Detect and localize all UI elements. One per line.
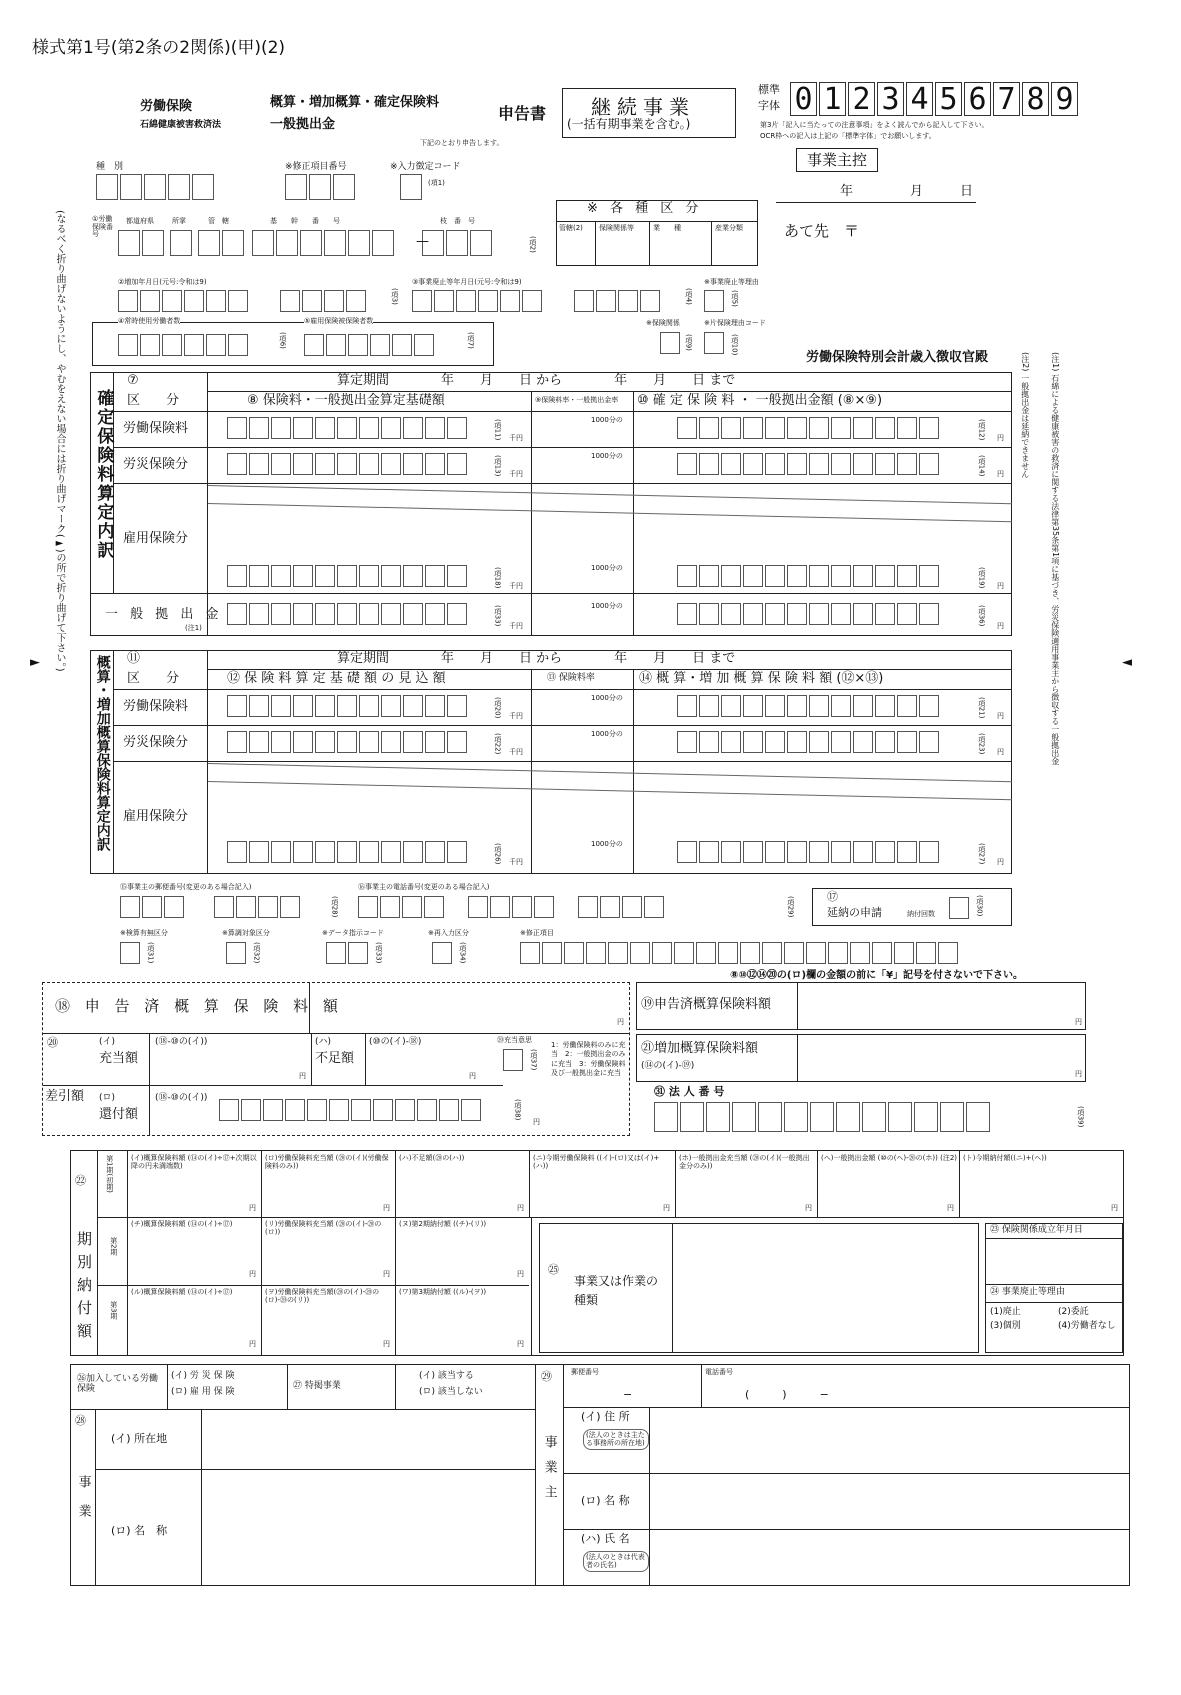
shurui-label: 事業又は作業の種類	[574, 1274, 659, 1308]
shubetsu-cells[interactable]	[96, 174, 216, 200]
fusoku-label: 不足額	[315, 1051, 355, 1066]
yubin-change-label: ⑮事業主の郵便番号(変更のある場合記入)	[120, 883, 252, 891]
g-yen-3: 円	[997, 858, 1004, 866]
k1-yen-3: 円	[517, 1204, 524, 1212]
roudou-no-cells[interactable]	[118, 230, 494, 256]
shubetsu-label: 種 別	[96, 162, 124, 172]
k2-label: 第2期	[109, 1237, 118, 1256]
shimei-label: (ハ) 氏 名	[581, 1532, 630, 1545]
header-title-1: 概算・増加概算・確定保険料	[270, 95, 440, 110]
right-note-2: (注2) 一般拠出金は延納できません	[1020, 352, 1030, 478]
kou37-label: (項37)	[529, 1049, 538, 1071]
jigyonushi-vertical: 事業主	[541, 1435, 557, 1510]
ennou-cell[interactable]	[949, 897, 969, 919]
kakushu-title: ※ 各 種 区 分	[587, 201, 703, 216]
digit-9: 9	[1051, 82, 1078, 116]
haishi-riyu-label: ※事業廃止等理由	[704, 278, 759, 286]
kou20: (項20)	[493, 697, 502, 719]
kibetsu-block	[70, 1150, 1124, 1356]
data-label: ※データ指示コード	[322, 929, 384, 937]
gaisan-section	[90, 650, 1012, 874]
senen-1: 千円	[509, 434, 523, 442]
k1-col-ni: (ニ)今期労働保険料 ((イ)-(ロ)又は(イ)+(ハ))	[533, 1154, 660, 1170]
s21-label: ㉑増加概算保険料額	[641, 1041, 759, 1056]
kou18: (項18)	[493, 567, 502, 589]
kou2-label: (項2)	[528, 236, 537, 253]
kou32-label: (項32)	[252, 942, 261, 964]
hojin-cells[interactable]	[654, 1102, 992, 1132]
k1-col-he: (ヘ)一般拠出金額 (⑩の(ヘ)-⑳の(ホ)) (注2)	[821, 1154, 958, 1162]
kou30-label: (項30)	[975, 895, 984, 917]
s27-label: ㉗ 特掲事業	[293, 1381, 341, 1391]
kankatsu-label: 管 轄	[208, 217, 229, 225]
k2-yen-3: 円	[517, 1270, 524, 1278]
kakutei-kubun: 区 分	[127, 393, 180, 408]
g-senbun-3: 1000分の	[591, 840, 623, 848]
k1-yen-1: 円	[249, 1204, 256, 1212]
kakutei-section	[90, 372, 1012, 636]
riyu-3: (3)個別	[990, 1321, 1021, 1331]
bottom-block	[70, 1364, 1130, 1586]
tokkei-no: (ロ) 該当しない	[419, 1387, 483, 1397]
gaisan-kiso-cells-1[interactable]	[227, 695, 469, 717]
s21-box	[636, 1034, 1086, 1082]
hojin-label: ㉛ 法 人 番 号	[654, 1085, 725, 1098]
kanpu-yen: 円	[533, 1118, 540, 1126]
shurui-box	[539, 1223, 979, 1353]
fusoku-yen: 円	[469, 1072, 476, 1080]
kou26: (項26)	[493, 843, 502, 865]
gaisan-hokenryo: ⑭ 概 算・増 加 概 算 保 険 料 額 (⑫×⑬)	[639, 671, 884, 686]
kou5-label: (項5)	[730, 290, 739, 307]
kou4-label: (項4)	[684, 288, 693, 305]
senbun-1: 1000分の	[591, 416, 623, 424]
kakutei-ippan: 一 般 拠 出 金	[105, 607, 223, 622]
gaisan-gaku-cells-3[interactable]	[677, 841, 941, 863]
ennou-label: 延納の申請	[827, 906, 882, 919]
yen-k1: 円	[997, 434, 1004, 442]
date-hi: 日	[960, 184, 974, 199]
k2-col-ri: (リ)労働保険料充当額 (⑳の(イ)-⑳の(ロ))	[265, 1220, 382, 1236]
header-title-2: 一般拠出金	[270, 117, 336, 132]
kanpu-cells[interactable]	[219, 1099, 483, 1121]
g-yen-2: 円	[997, 748, 1004, 756]
s21-formula: (⑭の(イ)-⑲)	[641, 1061, 695, 1071]
gaisan-ritsu: ⑬ 保険料率	[547, 673, 595, 683]
shusei-label: ※修正項目番号	[285, 162, 347, 172]
k3-col-wa: (ワ)第3期納付額 ((ル)-(ヲ))	[399, 1288, 487, 1296]
kakutei-kiso-cells-4[interactable]	[227, 603, 469, 625]
jigyo-vertical: 事業	[75, 1475, 91, 1533]
k1-yen-4: 円	[663, 1204, 670, 1212]
kakutei-gaku-cells-4[interactable]	[677, 603, 941, 625]
k1-col-ro: (ロ)労働保険料充当額 (⑳の(イ)(労働保険料のみ))	[265, 1154, 389, 1170]
nyuryoku-cell[interactable]	[400, 174, 424, 200]
senen-4: 千円	[509, 622, 523, 630]
kakutei-santei: 算定期間 年 月 日 から 年 月 日 まで	[337, 373, 736, 388]
k3-col-ru: (ル)概算保険料額 (⑭の(イ)÷⑰)	[131, 1288, 233, 1296]
k1-yen-6: 円	[947, 1204, 954, 1212]
hyojun-label: 標準	[758, 83, 780, 96]
gaisan-kiso-cells-3[interactable]	[227, 841, 469, 863]
kou36: (項36)	[977, 605, 986, 627]
fold-mark-left: ►	[30, 655, 40, 670]
kakutei-chu1: (注1)	[185, 624, 202, 632]
kou1-label: (項1)	[428, 179, 445, 187]
kakutei-gaku-cells-1[interactable]	[677, 417, 941, 439]
kou11: (項11)	[493, 419, 502, 441]
header-shinkoku: 申告書	[498, 104, 547, 123]
kou23: (項23)	[977, 733, 986, 755]
juto-label: 充当額	[99, 1051, 139, 1066]
gaisan-row-rousai: 労災保険分	[123, 735, 189, 750]
shozaichi-label: (イ) 所在地	[111, 1432, 168, 1445]
denwa-format: ( ) −	[745, 1388, 829, 1401]
sashihiki-label: 差引額	[45, 1089, 85, 1104]
koyo-label: ⑤雇用保険被保険者数	[304, 317, 374, 325]
s18-yen: 円	[617, 1018, 624, 1026]
k1-col-ho: (ホ)一般拠出金充当額 (⑳の(イ)(一般拠出金分のみ))	[679, 1154, 810, 1170]
digit-0: 0	[790, 82, 817, 116]
gaisan-gaku-cells-1[interactable]	[677, 695, 941, 717]
k3-label: 第3期	[109, 1301, 118, 1320]
hokenkankei-label: 保険関係等	[599, 224, 634, 232]
k1-col-ha: (ハ)不足額(⑳の(ハ))	[399, 1154, 465, 1162]
shimei-input[interactable]	[651, 1531, 1127, 1583]
left-fold-note: (なるべく折り曲げないようにし、やむをえない場合には折り曲げマーク(►)の所で折り曲げて下さい。)	[54, 210, 65, 672]
senen-3: 千円	[509, 582, 523, 590]
k1-col-to: (ト)今期納付額((ニ)+(ヘ))	[963, 1154, 1047, 1162]
k1-yen-7: 円	[1111, 1204, 1118, 1212]
sainyu-label: ※再入力区分	[428, 929, 469, 937]
kakutei-hokenryo: ⑩ 確 定 保 険 料 ・ 一般拠出金額 (⑧×⑨)	[637, 393, 883, 408]
senbun-3: 1000分の	[591, 564, 623, 572]
shusei2-cells[interactable]	[520, 942, 960, 964]
date-tsuki: 月	[910, 184, 924, 199]
zouka-cells[interactable]	[118, 290, 368, 312]
kou3-label: (項3)	[390, 288, 399, 305]
kou21: (項21)	[977, 697, 986, 719]
kou39-label: (項39)	[1076, 1106, 1085, 1128]
g-yen-1: 円	[997, 712, 1004, 720]
digit-3: 3	[877, 82, 904, 116]
edaban-label: 枝 番 号	[440, 217, 475, 225]
k2-col-chi: (チ)概算保険料額 (⑭の(イ)÷⑰)	[131, 1220, 233, 1228]
nushi-meisho-input[interactable]	[651, 1475, 1127, 1527]
gaisan-row-roudou: 労働保険料	[123, 699, 189, 714]
s19-box	[636, 982, 1086, 1030]
juto-i: (イ)	[99, 1037, 116, 1047]
jigyo-meisho-input[interactable]	[203, 1471, 533, 1583]
katahoken-cell[interactable]	[704, 332, 726, 354]
jitai-label: 字体	[758, 99, 780, 112]
kibetsu-title: 期別納付額	[75, 1231, 93, 1346]
riyu-1: (1)廃止	[990, 1307, 1021, 1317]
header-label-1: 労働保険	[140, 99, 193, 114]
digit-6: 6	[964, 82, 991, 116]
form-number: 様式第1号(第2条の2関係)(甲)(2)	[32, 38, 286, 58]
k1-yen-2: 円	[383, 1204, 390, 1212]
standard-digits	[790, 82, 1080, 116]
santai-cell[interactable]	[226, 942, 246, 964]
kou22: (項22)	[493, 733, 502, 755]
juto-ishi-cell[interactable]	[503, 1049, 523, 1071]
kakutei-ritsu: ⑨保険料率・一般拠出金率	[535, 396, 619, 404]
kakutei-kisogaku: ⑧ 保険料・一般拠出金算定基礎額	[247, 393, 445, 408]
kou33b: (項33)	[493, 605, 502, 627]
kou33-label: (項33)	[374, 942, 383, 964]
kou13: (項13)	[493, 455, 502, 477]
keizoku-box	[562, 88, 736, 138]
keizoku-sub: (一括有期事業を含む。)	[567, 117, 691, 131]
nushi-meisho-label: (ロ) 名 称	[581, 1494, 630, 1507]
kou10-label: (項10)	[730, 334, 739, 356]
kakutei-kiso-cells-2[interactable]	[227, 453, 469, 475]
kikan-label: 基 幹 番 号	[270, 217, 340, 225]
k1-col-i: (イ)概算保険料額 (⑭の(イ)÷⑰+次期以降の円未満端数)	[131, 1154, 257, 1170]
yubin-label: 郵便番号	[571, 1368, 599, 1376]
zouka-label: ②増加年月日(元号:令和は9)	[118, 278, 207, 286]
note-1: 第3片「記入に当たっての注意事項」をよく読んでから記入して下さい。	[760, 121, 989, 129]
ennou-box	[812, 888, 1012, 926]
s24-label: ㉔ 事業廃止等理由	[990, 1287, 1065, 1297]
sangyo-label: 産業分類	[715, 224, 743, 232]
atesaki-label: あて先 〒	[784, 222, 860, 240]
yen-k3: 円	[997, 582, 1004, 590]
k3-yen-2: 円	[383, 1340, 390, 1348]
gaisan-kubun: 区 分	[127, 671, 180, 686]
date-nen: 年	[840, 184, 854, 199]
yen-k4: 円	[997, 622, 1004, 630]
koyo-cells[interactable]	[304, 334, 436, 356]
header-sub: 下記のとおり申告します。	[420, 139, 504, 147]
gaisan-gaku-cells-2[interactable]	[677, 731, 941, 753]
kanri-label: 管轄(2)	[559, 224, 583, 232]
hokenkankei2-label: ※保険関係	[646, 319, 680, 327]
kakutei-kiso-cells-3[interactable]	[227, 565, 469, 587]
haishi-cells[interactable]	[412, 290, 662, 312]
sainyu-cell[interactable]	[432, 942, 452, 964]
digit-4: 4	[906, 82, 933, 116]
k3-col-wo: (ヲ)労働保険料充当額(⑳の(イ)-⑳の(ロ)-⑳の(リ))	[265, 1288, 380, 1304]
kou14: (項14)	[977, 455, 986, 477]
yubin-sep: −	[623, 1388, 633, 1401]
joji-cells[interactable]	[118, 334, 250, 356]
gaisan-row-koyo: 雇用保険分	[123, 809, 189, 824]
note-2: OCR枠への記入は上記の「標準字体」でお願いします。	[760, 132, 936, 140]
s23-label: ㉓ 保険関係成立年月日	[990, 1225, 1083, 1235]
jusho-label: (イ) 住 所	[581, 1410, 630, 1423]
shozaichi-input[interactable]	[203, 1411, 533, 1467]
yen-note: ⑧⑩⑫⑭⑳の(ロ)欄の金額の前に「¥」記号を付さないで下さい。	[730, 970, 1024, 981]
gaisan-vertical-title: 概算・増加概算保険料算定内訳	[94, 655, 111, 851]
santai-label: ※算調対象区分	[222, 929, 270, 937]
digit-7: 7	[993, 82, 1020, 116]
kou29-label: (項29)	[786, 896, 795, 918]
header-label-2: 石綿健康被害救済法	[140, 120, 222, 130]
kou38-label: (項38)	[513, 1099, 522, 1121]
kakutei-row-koyo: 雇用保険分	[123, 531, 189, 546]
kibetsu-no: ㉒	[75, 1174, 86, 1187]
kakutei-vertical-title: 確定保険料算定内訳	[93, 389, 114, 560]
s29-no: ㉙	[541, 1370, 552, 1383]
denwa-label: 電話番号	[705, 1368, 733, 1376]
keizoku-title: 継続事業	[591, 95, 695, 119]
kensan-label: ※検算有無区分	[120, 929, 168, 937]
shusei2-label: ※修正項目	[520, 929, 554, 937]
katahoken-label: ※片保険理由コード	[704, 319, 766, 327]
gaisan-santei: 算定期間 年 月 日 から 年 月 日 まで	[337, 651, 736, 666]
kakutei-kubun-no: ⑦	[127, 373, 139, 388]
roudou-no-label: ①労働保険番号	[92, 215, 113, 239]
g-senen-1: 千円	[509, 712, 523, 720]
kou9-label: (項9)	[684, 334, 693, 351]
kakutei-gaku-cells-3[interactable]	[677, 565, 941, 587]
k2-col-nu: (ヌ)第2期納付額 ((チ)-(リ))	[399, 1220, 487, 1228]
kakushu-kubun-box	[556, 200, 758, 266]
kanpu-formula: (⑱-⑩の(イ))	[155, 1093, 208, 1103]
tokkei-yes: (イ) 該当する	[419, 1371, 474, 1381]
seiritsu-box	[985, 1223, 1123, 1353]
jusho-note: (法人のときは主たる事務所の所在地)	[583, 1429, 649, 1450]
data-cells[interactable]	[326, 942, 370, 964]
denwa-change-cells[interactable]	[358, 896, 666, 918]
shimei-note: (法人のときは代表者の氏名)	[583, 1551, 649, 1572]
g-senen-2: 千円	[509, 748, 523, 756]
s21-yen: 円	[1075, 1070, 1082, 1078]
haishi-riyu-cell[interactable]	[704, 290, 726, 312]
haishi-label: ③事業廃止等年月日(元号:令和は9)	[412, 278, 522, 286]
fusoku-formula: (⑩の(イ)-⑱)	[369, 1037, 422, 1047]
ennou-no: ⑰	[827, 890, 838, 903]
riyu-4: (4)労働者なし	[1058, 1321, 1116, 1331]
jigyo-hikae-box: 事業主控	[796, 148, 878, 172]
riyu-2: (2)委託	[1058, 1307, 1089, 1317]
juto-ishi: ⑳充当意思	[497, 1036, 532, 1044]
shinkoku-block	[42, 982, 630, 1136]
nyuryoku-label: ※入力徴定コード	[390, 162, 461, 172]
joji-label: ④常時使用労働者数	[118, 317, 181, 325]
fold-mark-right: ◄	[1122, 655, 1132, 670]
kakutei-kiso-cells-1[interactable]	[227, 417, 469, 439]
kakutei-gaku-cells-2[interactable]	[677, 453, 941, 475]
digit-1: 1	[819, 82, 846, 116]
kou27: (項27)	[977, 843, 986, 865]
senbun-4: 1000分の	[591, 602, 623, 610]
kakutei-row-rousai: 労災保険分	[123, 457, 189, 472]
right-note-1: (注1) 石綿による健康被害の救済に関する法律第35条第1項に基づき、労災保険適用事業主から徴収する一般拠出金	[1050, 352, 1060, 766]
gaisan-kiso-cells-2[interactable]	[227, 731, 469, 753]
juto-formula: (⑱-⑩の(イ))	[155, 1037, 208, 1047]
g-senbun-2: 1000分の	[591, 730, 623, 738]
gyoshu-label: 業 種	[653, 224, 681, 232]
jigyo-meisho-label: (ロ) 名 称	[111, 1524, 168, 1537]
juto-options: 1：労働保険料のみに充当 2：一般拠出金のみに充当 3：労働保険料及び一般拠出金に充当	[551, 1041, 626, 1078]
roudou-dash: —	[416, 234, 429, 249]
s18-label: ⑱ 申 告 済 概 算 保 険 料 額	[55, 997, 343, 1015]
nofu-label: 納付回数	[907, 910, 935, 918]
s26-label: ㉖加入している労働保険	[77, 1374, 159, 1394]
denwa-change-label: ⑯事業主の電話番号(変更のある場合記入)	[358, 883, 490, 891]
g-senbun-1: 1000分の	[591, 694, 623, 702]
digit-8: 8	[1022, 82, 1049, 116]
kou19: (項19)	[977, 567, 986, 589]
kou12: (項12)	[977, 419, 986, 441]
kensan-cell[interactable]	[120, 942, 140, 964]
kou31-label: (項31)	[146, 942, 155, 964]
shokan-label: 所掌	[172, 217, 186, 225]
tokubetsu-label: 労働保険特別会計歳入徴収官殿	[806, 350, 989, 365]
hokenkankei2-cell[interactable]	[660, 332, 682, 354]
kakutei-row-roudou: 労働保険料	[123, 421, 189, 436]
kou7-label: (項7)	[466, 332, 475, 349]
k2-yen-2: 円	[383, 1270, 390, 1278]
k1-yen-5: 円	[805, 1204, 812, 1212]
gaisan-kubun-no: ⑪	[127, 651, 141, 666]
kanpu-label: 還付額	[99, 1107, 139, 1122]
kanyu-rousai: (イ) 労 災 保 険	[171, 1371, 235, 1381]
jusho-input[interactable]	[651, 1409, 1127, 1471]
juto-yen: 円	[299, 1072, 306, 1080]
todo-label: 都道府県	[126, 217, 154, 225]
k3-yen-3: 円	[517, 1340, 524, 1348]
yubin-change-cells[interactable]	[120, 896, 302, 918]
k2-yen-1: 円	[249, 1270, 256, 1278]
kou34-label: (項34)	[458, 942, 467, 964]
kou6-label: (項6)	[278, 332, 287, 349]
kou28-label: (項28)	[330, 896, 339, 918]
s25-no: ㉕	[548, 1263, 559, 1276]
yen-k2: 円	[997, 470, 1004, 478]
g-senen-3: 千円	[509, 858, 523, 866]
gaisan-kisogaku: ⑫ 保 険 料 算 定 基 礎 額 の 見 込 額	[227, 671, 446, 686]
s20-no: ⑳	[47, 1036, 58, 1049]
senen-2: 千円	[509, 470, 523, 478]
kanpu-ro: (ロ)	[99, 1093, 116, 1103]
k3-yen-1: 円	[249, 1340, 256, 1348]
s28-no: ㉘	[75, 1414, 86, 1427]
senbun-2: 1000分の	[591, 452, 623, 460]
kanyu-koyo: (ロ) 雇 用 保 険	[171, 1387, 235, 1397]
s19-label: ⑲申告済概算保険料額	[641, 997, 772, 1012]
s19-yen: 円	[1075, 1018, 1082, 1026]
shusei-cells[interactable]	[285, 174, 357, 200]
fusoku-ha: (ハ)	[315, 1037, 332, 1047]
digit-5: 5	[935, 82, 962, 116]
k1-label: 第1期(初期)	[105, 1155, 114, 1193]
digit-2: 2	[848, 82, 875, 116]
